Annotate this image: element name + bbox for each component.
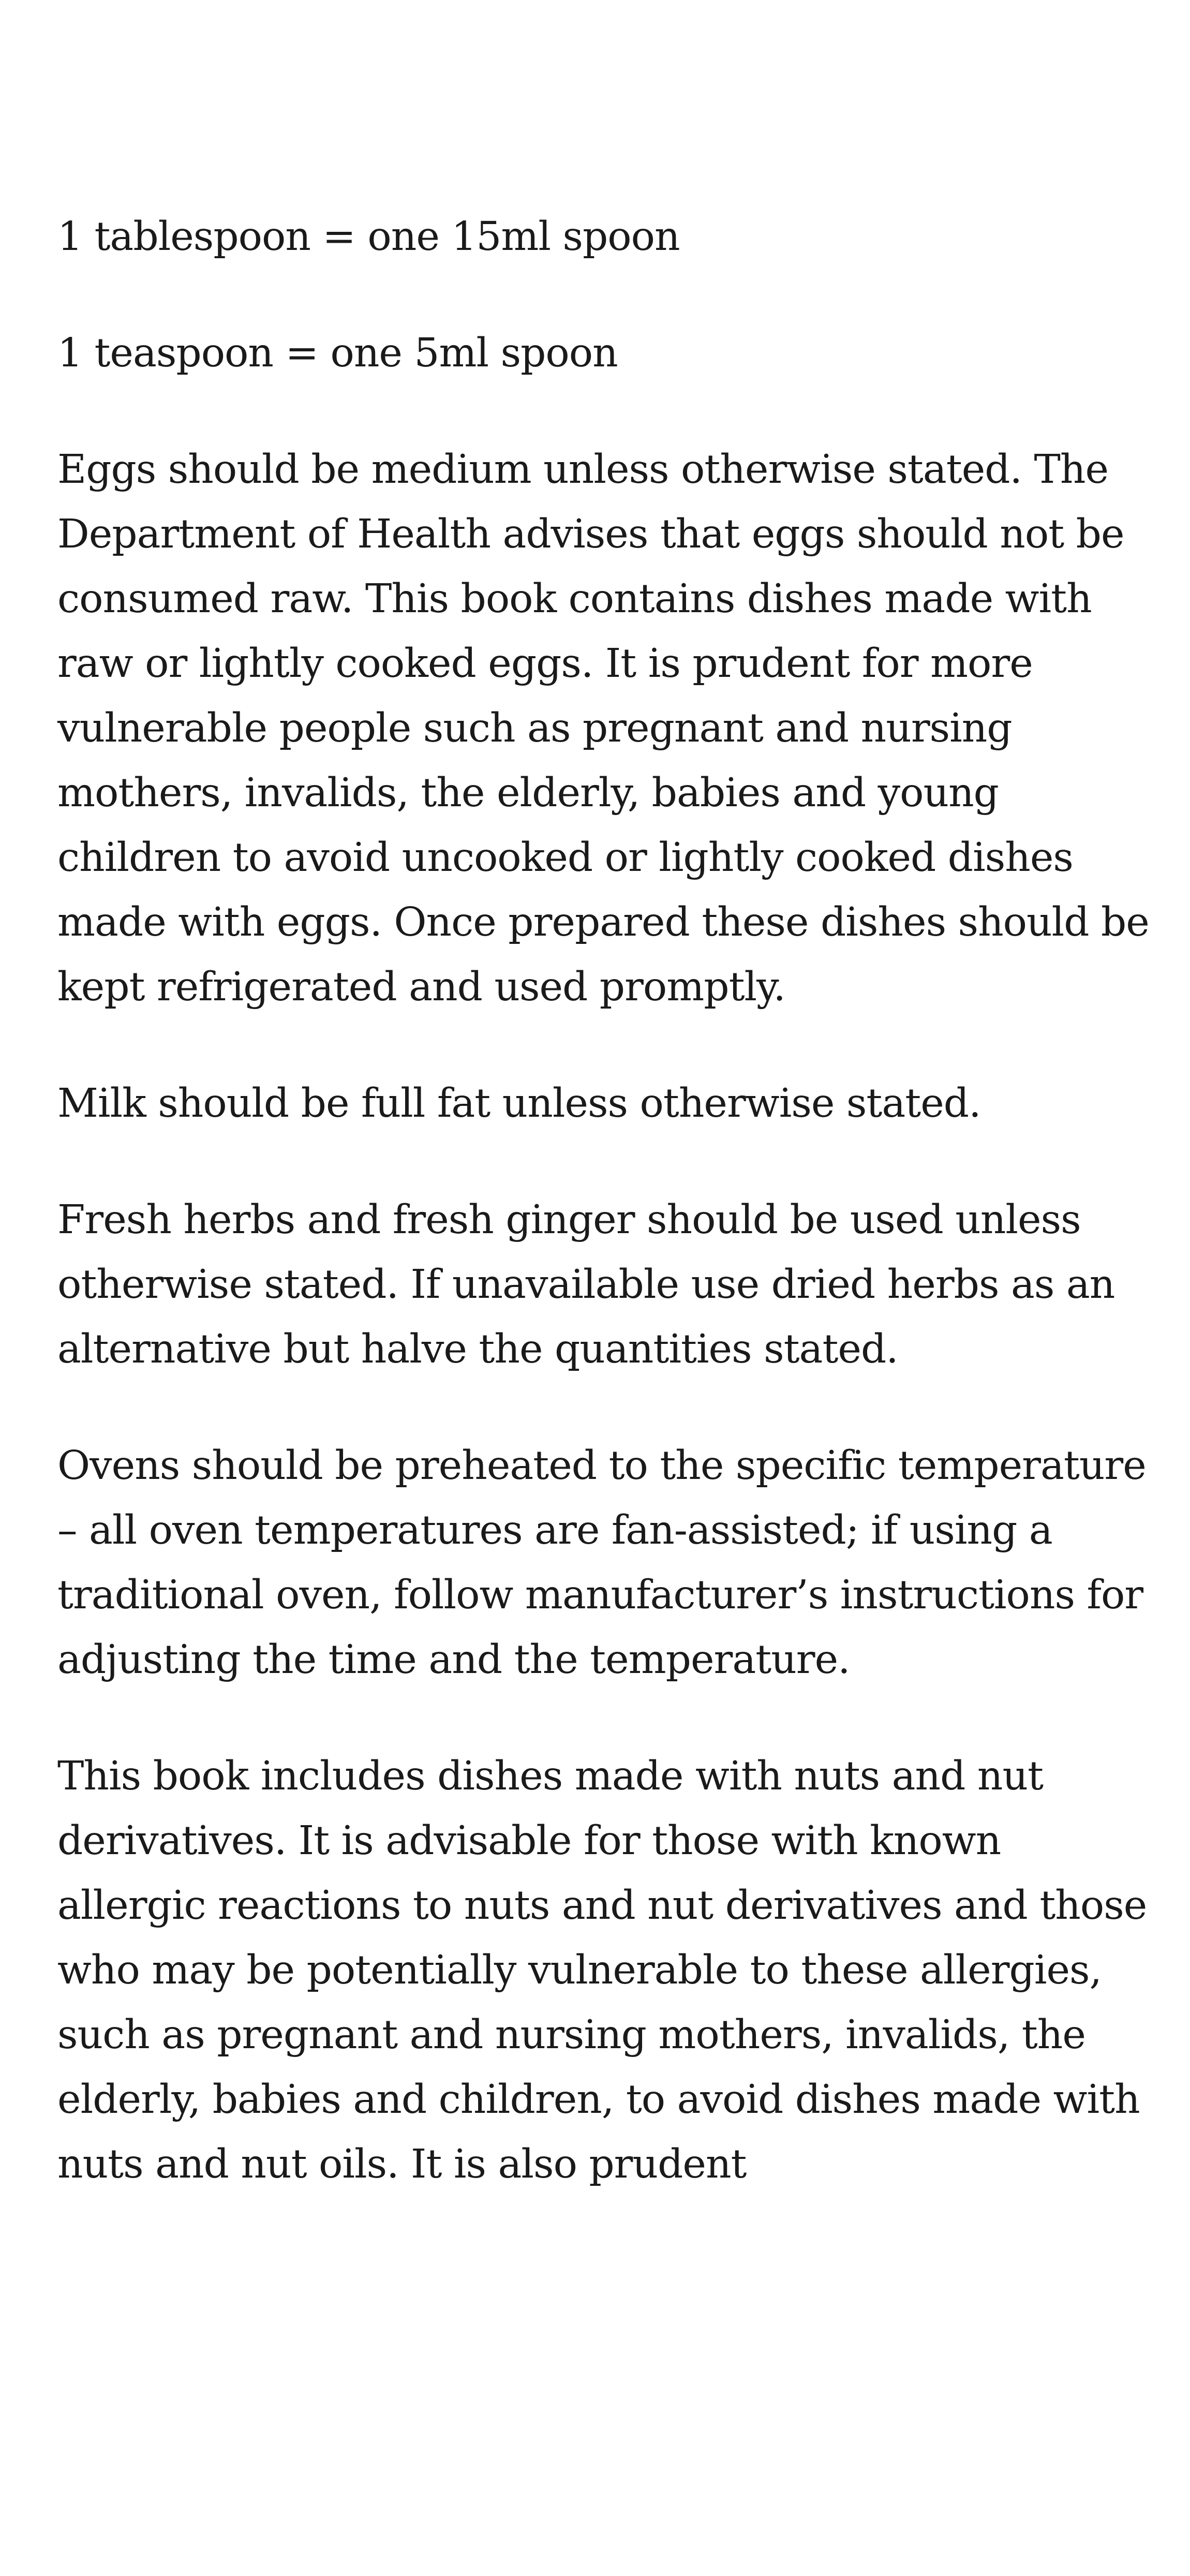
paragraph-herbs: Fresh herbs and fresh ginger should be used unless otherwise stated. If unavailable use dried herbs as an alternative but halve the quantities stated. [57, 1197, 1115, 1372]
paragraph-tablespoon: 1 tablespoon = one 15ml spoon [57, 214, 680, 260]
paragraph-teaspoon: 1 teaspoon = one 5ml spoon [57, 330, 618, 376]
reader-page [57, 204, 1159, 2197]
paragraph-nuts: This book includes dishes made with nuts and nut derivatives. It is advisable for those with known allergic reactions to nuts and nut derivatives and those who may be potentially vulnerable to these allergies, such as pregnant and nursing mothers, invalids, the elderly, babies and children, to avoid dishes made with nuts and nut oils. It is also prudent [57, 1753, 1147, 2187]
paragraph-eggs: Eggs should be medium unless otherwise stated. The Department of Health advises that eggs should not be consumed raw. This book contains dishes made with raw or lightly cooked eggs. It is prudent for more vulnerable people such as pregnant and nursing mothers, invalids, the elderly, babies and young children to avoid uncooked or lightly cooked dishes made with eggs. Once prepared these dishes should be kept refrigerated and used promptly. [57, 447, 1149, 1010]
paragraph-milk: Milk should be full fat unless otherwise stated. [57, 1080, 981, 1127]
paragraph-ovens: Ovens should be preheated to the specific temperature – all oven temperatures are fan-assisted; if using a traditional oven, follow manufacturer’s instructions for adjusting the time and the temperature. [57, 1443, 1146, 1683]
